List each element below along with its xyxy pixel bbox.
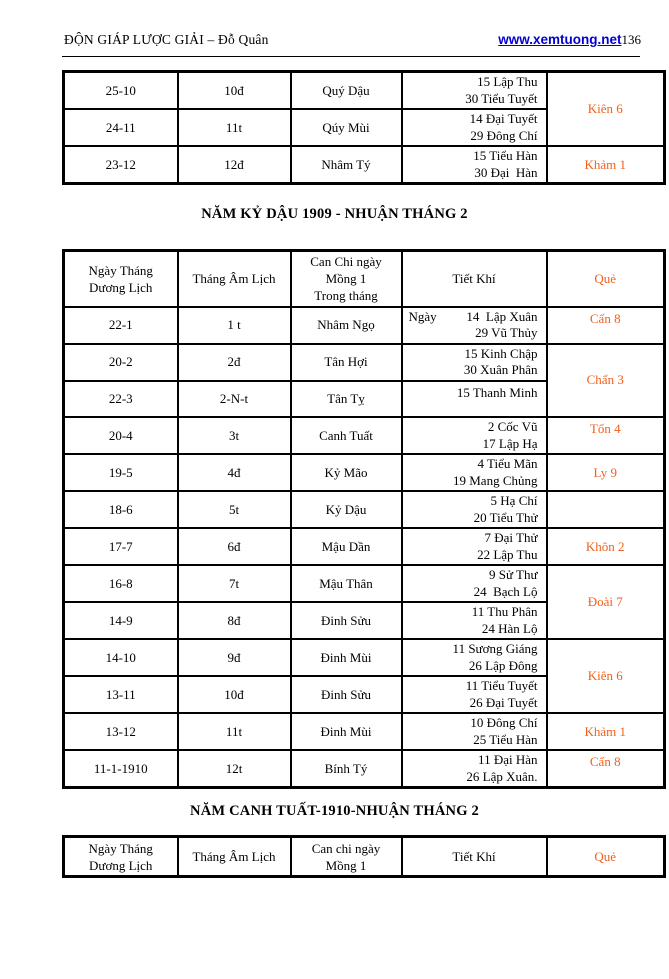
cell-lunar-month: 10đ xyxy=(178,72,291,110)
cell-tietkhi: 15 Tiểu Hàn 30 Đại Hàn xyxy=(402,146,547,184)
page-number: 136 xyxy=(621,32,641,47)
cell-que: Cấn 8 xyxy=(547,307,665,344)
cell-solar-date: 25-10 xyxy=(64,72,178,110)
cell-lunar-month: 10đ xyxy=(178,676,291,713)
table-header-row xyxy=(64,837,665,877)
cell-tietkhi: 15 Lập Thu 30 Tiểu Tuyết xyxy=(402,72,547,110)
page-header xyxy=(64,32,641,48)
cell-tietkhi: 14 Đại Tuyết 29 Đông Chí xyxy=(402,109,547,146)
cell-que: Đoài 7 xyxy=(547,565,665,639)
column-header-solar-date: Ngày Tháng Dương Lịch xyxy=(64,837,178,877)
calendar-table-1910 xyxy=(62,835,666,878)
cell-lunar-month: 11t xyxy=(178,713,291,750)
cell-tietkhi: 11 Sương Giáng 26 Lập Đông xyxy=(402,639,547,676)
cell-canchi: Kỷ Mão xyxy=(291,454,402,491)
tietkhi-value: 14 Lập Xuân xyxy=(466,308,538,324)
table-row xyxy=(64,528,665,565)
cell-solar-date: 22-1 xyxy=(64,307,178,344)
cell-canchi: Qúy Mùi xyxy=(291,109,402,146)
cell-lunar-month: 6đ xyxy=(178,528,291,565)
cell-lunar-month: 1 t xyxy=(178,307,291,344)
cell-solar-date: 11-1-1910 xyxy=(64,750,178,788)
calendar-table-1908-continued xyxy=(62,70,666,185)
tietkhi-day-label: Ngày xyxy=(408,308,437,324)
cell-tietkhi: 15 Kinh Chập 30 Xuân Phân xyxy=(402,344,547,381)
column-header-canchi-day1: Can Chi ngày Mồng 1 Trong tháng xyxy=(291,251,402,307)
cell-canchi: Nhâm Ngọ xyxy=(291,307,402,344)
cell-canchi: Tân Tỵ xyxy=(291,381,402,418)
cell-solar-date: 13-12 xyxy=(64,713,178,750)
table-row xyxy=(64,146,665,184)
table-row xyxy=(64,750,665,788)
cell-que xyxy=(547,491,665,528)
cell-solar-date: 23-12 xyxy=(64,146,178,184)
cell-lunar-month: 11t xyxy=(178,109,291,146)
cell-que: Kiên 6 xyxy=(547,639,665,713)
cell-solar-date: 17-7 xyxy=(64,528,178,565)
cell-lunar-month: 8đ xyxy=(178,602,291,639)
column-header-solar-date: Ngày Tháng Dương Lịch xyxy=(64,251,178,307)
cell-que: Cấn 8 xyxy=(547,750,665,788)
cell-solar-date: 14-10 xyxy=(64,639,178,676)
calendar-table-1909 xyxy=(62,249,666,789)
cell-solar-date: 20-4 xyxy=(64,417,178,454)
column-header-tietkhi: Tiết Khí xyxy=(402,837,547,877)
document-title: ĐỘN GIÁP LƯỢC GIẢI – Đỗ Quân xyxy=(64,32,269,47)
cell-lunar-month: 5t xyxy=(178,491,291,528)
cell-solar-date: 13-11 xyxy=(64,676,178,713)
cell-canchi: Mậu Thân xyxy=(291,565,402,602)
cell-tietkhi: 4 Tiểu Mãn 19 Mang Chủng xyxy=(402,454,547,491)
cell-canchi: Đinh Mùi xyxy=(291,713,402,750)
table-row xyxy=(64,417,665,454)
cell-lunar-month: 2-N-t xyxy=(178,381,291,418)
cell-tietkhi: 11 Đại Hàn 26 Lập Xuân. xyxy=(402,750,547,788)
header-divider xyxy=(62,56,640,57)
table-row xyxy=(64,713,665,750)
column-header-tietkhi: Tiết Khí xyxy=(402,251,547,307)
cell-solar-date: 19-5 xyxy=(64,454,178,491)
cell-tietkhi: Ngày 14 Lập Xuân 29 Vũ Thủy xyxy=(402,307,547,344)
table-row xyxy=(64,344,665,381)
table-header-row xyxy=(64,251,665,307)
table-row xyxy=(64,639,665,676)
cell-tietkhi: 11 Tiểu Tuyết 26 Đại Tuyết xyxy=(402,676,547,713)
cell-canchi: Canh Tuất xyxy=(291,417,402,454)
cell-tietkhi: 2 Cốc Vũ 17 Lập Hạ xyxy=(402,417,547,454)
cell-lunar-month: 3t xyxy=(178,417,291,454)
cell-solar-date: 22-3 xyxy=(64,381,178,418)
cell-que: Tốn 4 xyxy=(547,417,665,454)
cell-que: Kiên 6 xyxy=(547,72,665,147)
cell-que: Chấn 3 xyxy=(547,344,665,418)
table-row xyxy=(64,307,665,344)
cell-canchi: Đinh Sửu xyxy=(291,676,402,713)
website-link[interactable]: www.xemtuong.net xyxy=(498,32,622,47)
cell-tietkhi: 5 Hạ Chí 20 Tiểu Thử xyxy=(402,491,547,528)
cell-solar-date: 20-2 xyxy=(64,344,178,381)
cell-solar-date: 14-9 xyxy=(64,602,178,639)
cell-solar-date: 18-6 xyxy=(64,491,178,528)
cell-lunar-month: 7t xyxy=(178,565,291,602)
cell-canchi: Quý Dậu xyxy=(291,72,402,110)
cell-tietkhi: 7 Đại Thử 22 Lập Thu xyxy=(402,528,547,565)
cell-lunar-month: 2đ xyxy=(178,344,291,381)
table-row xyxy=(64,72,665,110)
cell-canchi: Đinh Sửu xyxy=(291,602,402,639)
table-row xyxy=(64,491,665,528)
cell-solar-date: 24-11 xyxy=(64,109,178,146)
header-right xyxy=(498,32,641,48)
section-title-1910: NĂM CANH TUẤT-1910-NHUẬN THÁNG 2 xyxy=(190,803,479,819)
cell-canchi: Bính Tý xyxy=(291,750,402,788)
cell-tietkhi: 15 Thanh Minh xyxy=(402,381,547,418)
column-header-canchi-day1: Can chi ngày Mồng 1 xyxy=(291,837,402,877)
cell-lunar-month: 12t xyxy=(178,750,291,788)
cell-que: Khôn 2 xyxy=(547,528,665,565)
column-header-que: Quẻ xyxy=(547,251,665,307)
table-row xyxy=(64,454,665,491)
column-header-lunar-month: Tháng Âm Lịch xyxy=(178,251,291,307)
cell-tietkhi: 9 Sử Thư 24 Bạch Lộ xyxy=(402,565,547,602)
cell-que: Khảm 1 xyxy=(547,146,665,184)
cell-canchi: Nhâm Tý xyxy=(291,146,402,184)
section-title-1909: NĂM KỶ DẬU 1909 - NHUẬN THÁNG 2 xyxy=(201,206,468,222)
cell-tietkhi: 10 Đông Chí 25 Tiểu Hàn xyxy=(402,713,547,750)
cell-canchi: Kỷ Dậu xyxy=(291,491,402,528)
column-header-lunar-month: Tháng Âm Lịch xyxy=(178,837,291,877)
cell-canchi: Đinh Mùi xyxy=(291,639,402,676)
cell-tietkhi: 11 Thu Phân 24 Hàn Lộ xyxy=(402,602,547,639)
column-header-que: Quẻ xyxy=(547,837,665,877)
cell-que: Khảm 1 xyxy=(547,713,665,750)
cell-lunar-month: 4đ xyxy=(178,454,291,491)
cell-canchi: Mậu Dần xyxy=(291,528,402,565)
table-row xyxy=(64,565,665,602)
cell-lunar-month: 12đ xyxy=(178,146,291,184)
cell-lunar-month: 9đ xyxy=(178,639,291,676)
cell-canchi: Tân Hợi xyxy=(291,344,402,381)
cell-que: Ly 9 xyxy=(547,454,665,491)
cell-solar-date: 16-8 xyxy=(64,565,178,602)
